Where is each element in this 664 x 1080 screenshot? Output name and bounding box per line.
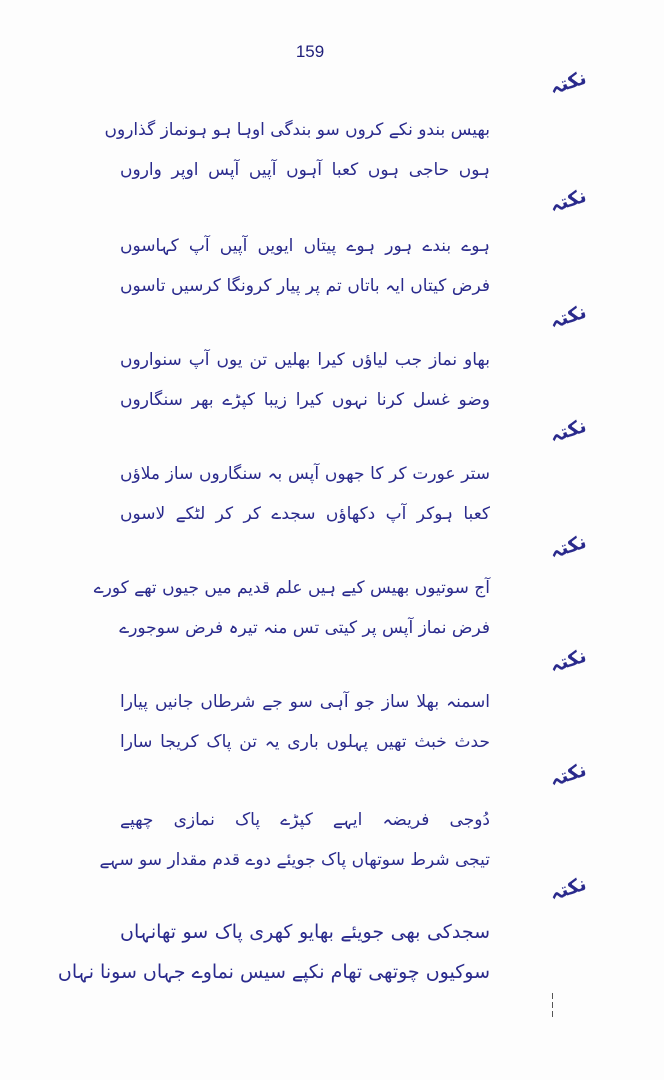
verse-line: کعبا ہوکر آپ دکھاؤں سجدے کر کر لٹکے لاسوں bbox=[120, 504, 490, 524]
verse-line: وضو غسل کرنا نہوں کیرا زیبا کپڑے بھر سنگاروں bbox=[120, 390, 490, 410]
stanza bbox=[120, 682, 490, 762]
stanza bbox=[57, 912, 490, 992]
verse-line: ہوے بندے ہور ہوے پیتاں ایویں آپیں آپ کہاسوں bbox=[120, 236, 490, 256]
verse-line: سوکیوں چوتھی تھام نکپے سیس نماوے جہاں سونا نہاں bbox=[57, 961, 490, 983]
verse-line: سجدکی بھی جویئے بھایو کھری پاک سو تھانہاں bbox=[120, 921, 490, 943]
margin-scan-marks bbox=[549, 990, 555, 1030]
section-marker: نکتہ bbox=[546, 758, 590, 792]
verse-line: آج سوتیوں بھیس کیے ہیں علم قدیم میں جیوں تھے کورے bbox=[93, 578, 490, 598]
verse-line: فرض کیتاں ایہ باتاں تم پر پیار کرونگا کرسیں تاسوں bbox=[120, 276, 490, 296]
verse-line: حدث خبث تھیں پہلوں باری یہ تن پاک کریجا سارا bbox=[120, 732, 490, 752]
verse-line: تیجی شرط سوتھاں پاک جویئے دوے قدم مقدار سو سہے bbox=[99, 850, 490, 870]
stanza bbox=[120, 226, 490, 306]
stanza bbox=[120, 454, 490, 534]
section-marker: نکتہ bbox=[546, 872, 590, 906]
verse-line: ہوں حاجی ہوں کعبا آہوں آپیں آپس اوپر واروں bbox=[120, 160, 490, 180]
section-marker: نکتہ bbox=[546, 300, 590, 334]
section-marker: نکتہ bbox=[546, 66, 590, 100]
section-marker: نکتہ bbox=[546, 414, 590, 448]
scan-mark bbox=[552, 1011, 553, 1017]
verse-line: ستر عورت کر کا جھوں آپس بہ سنگاروں ساز ملاؤں bbox=[120, 464, 490, 484]
stanza bbox=[120, 340, 490, 420]
stanza bbox=[93, 568, 490, 648]
section-marker: نکتہ bbox=[546, 644, 590, 678]
verse-line: بھیس بندو نکے کروں سو بندگی اوہا ہو ہونماز گذاروں bbox=[104, 120, 490, 140]
verse-line: بھاو نماز جب لیاؤں کیرا بھلیں تن یوں آپ سنواروں bbox=[120, 350, 490, 370]
scan-mark bbox=[552, 1002, 553, 1008]
scan-mark bbox=[552, 993, 553, 999]
page-number: 159 bbox=[295, 42, 325, 61]
verse-line: فرض نماز آپس پر کیتی تس منہ تیرہ فرض سوجورے bbox=[119, 618, 490, 638]
section-marker: نکتہ bbox=[546, 530, 590, 564]
stanza bbox=[99, 800, 490, 880]
verse-line: دُوجی فریضہ ایہے کپڑے پاک نمازی چھپے bbox=[120, 810, 490, 830]
section-marker: نکتہ bbox=[546, 184, 590, 218]
stanza bbox=[104, 110, 490, 190]
verse-line: اسمنہ بھلا ساز جو آہی سو جے شرطاں جانیں پیارا bbox=[120, 692, 490, 712]
